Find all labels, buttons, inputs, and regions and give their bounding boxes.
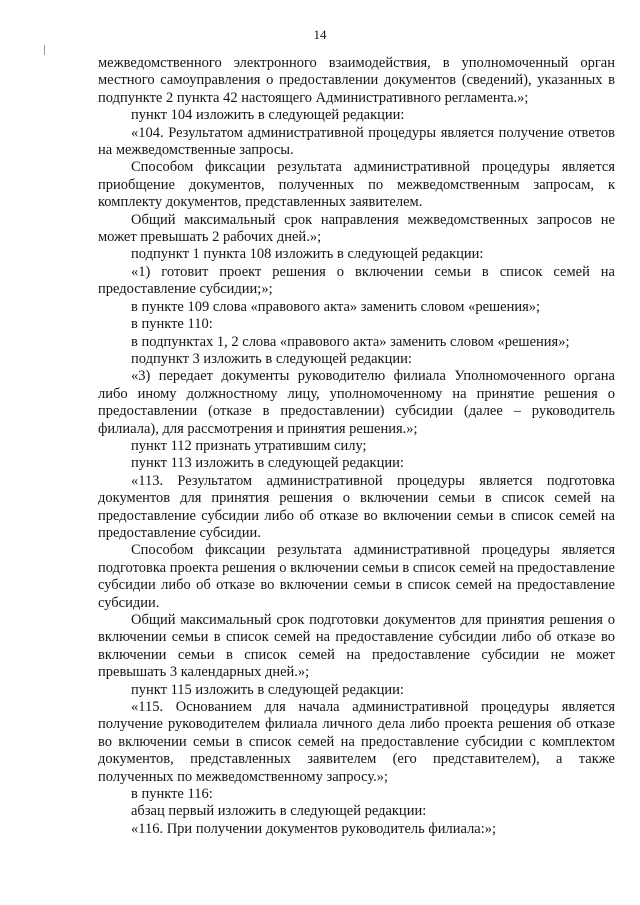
paragraph: подпункт 3 изложить в следующей редакции:: [131, 350, 412, 367]
paragraph: Общий максимальный срок направления межведомственных запросов не может превышать 2 рабочих дней.»;: [98, 211, 615, 246]
paragraph: пункт 104 изложить в следующей редакции:: [131, 107, 405, 124]
paragraph: «113. Результатом административной процедуры является подготовка документов для принятия решения о включении семьи в список семей на предоставление субсидии либо об отказе во включении семьи в список семей на предоставление субсидии.: [98, 472, 615, 541]
margin-mark: [44, 45, 45, 55]
paragraph: в пункте 110:: [131, 316, 213, 333]
paragraph: в пункте 109 слова «правового акта» заменить словом «решения»;: [131, 298, 541, 315]
paragraph: в пункте 116:: [131, 786, 213, 803]
paragraph: пункт 113 изложить в следующей редакции:: [131, 455, 404, 472]
paragraph: межведомственного электронного взаимодействия, в уполномоченный орган местного самоуправления о предоставлении документов (сведений), указанных в подпункте 2 пункта 42 настоящего Административного регламента.»;: [98, 55, 615, 106]
paragraph: в подпунктах 1, 2 слова «правового акта» заменить словом «решения»;: [131, 333, 570, 350]
document-body: [98, 55, 615, 838]
paragraph: «116. При получении документов руководитель филиала:»;: [131, 820, 497, 837]
paragraph: Способом фиксации результата административной процедуры является подготовка проекта решения о включении семьи в список семей на предоставление субсидии либо об отказе во включении семьи в список семей на предоставление субсидии.: [98, 542, 615, 611]
paragraph: пункт 112 признать утратившим силу;: [131, 437, 367, 454]
paragraph: подпункт 1 пункта 108 изложить в следующей редакции:: [131, 246, 484, 263]
paragraph: абзац первый изложить в следующей редакции:: [131, 803, 427, 820]
paragraph: пункт 115 изложить в следующей редакции:: [131, 681, 404, 698]
paragraph: «1) готовит проект решения о включении семьи в список семей на предоставление субсидии;»;: [98, 263, 615, 298]
page-number: 14: [313, 27, 327, 42]
paragraph: «104. Результатом административной процедуры является получение ответов на межведомственные запросы.: [98, 124, 615, 159]
paragraph: «115. Основанием для начала административной процедуры является получение руководителем филиала личного дела либо проекта решения об отказе во включении семьи в список семей на предоставление субсидии с комплектом документов, представленных заявителем (его представителем), а также полученных по межведомственному запросу.»;: [98, 699, 615, 785]
paragraph: Способом фиксации результата административной процедуры является приобщение документов, полученных по межведомственным запросам, к комплекту документов, представленных заявителем.: [98, 159, 615, 211]
paragraph: Общий максимальный срок подготовки документов для принятия решения о включении семьи в список семей на предоставление субсидии либо об отказе во включении семьи в список семей на предоставление субсидии не может превышать 3 календарных дней.»;: [98, 612, 615, 681]
paragraph: «3) передает документы руководителю филиала Уполномоченного органа либо иному должностному лицу, уполномоченному на принятие решения о предоставлении (отказе в предоставлении) субсидии (далее – руководитель филиала), для рассмотрения и принятия решения.»;: [98, 368, 615, 437]
